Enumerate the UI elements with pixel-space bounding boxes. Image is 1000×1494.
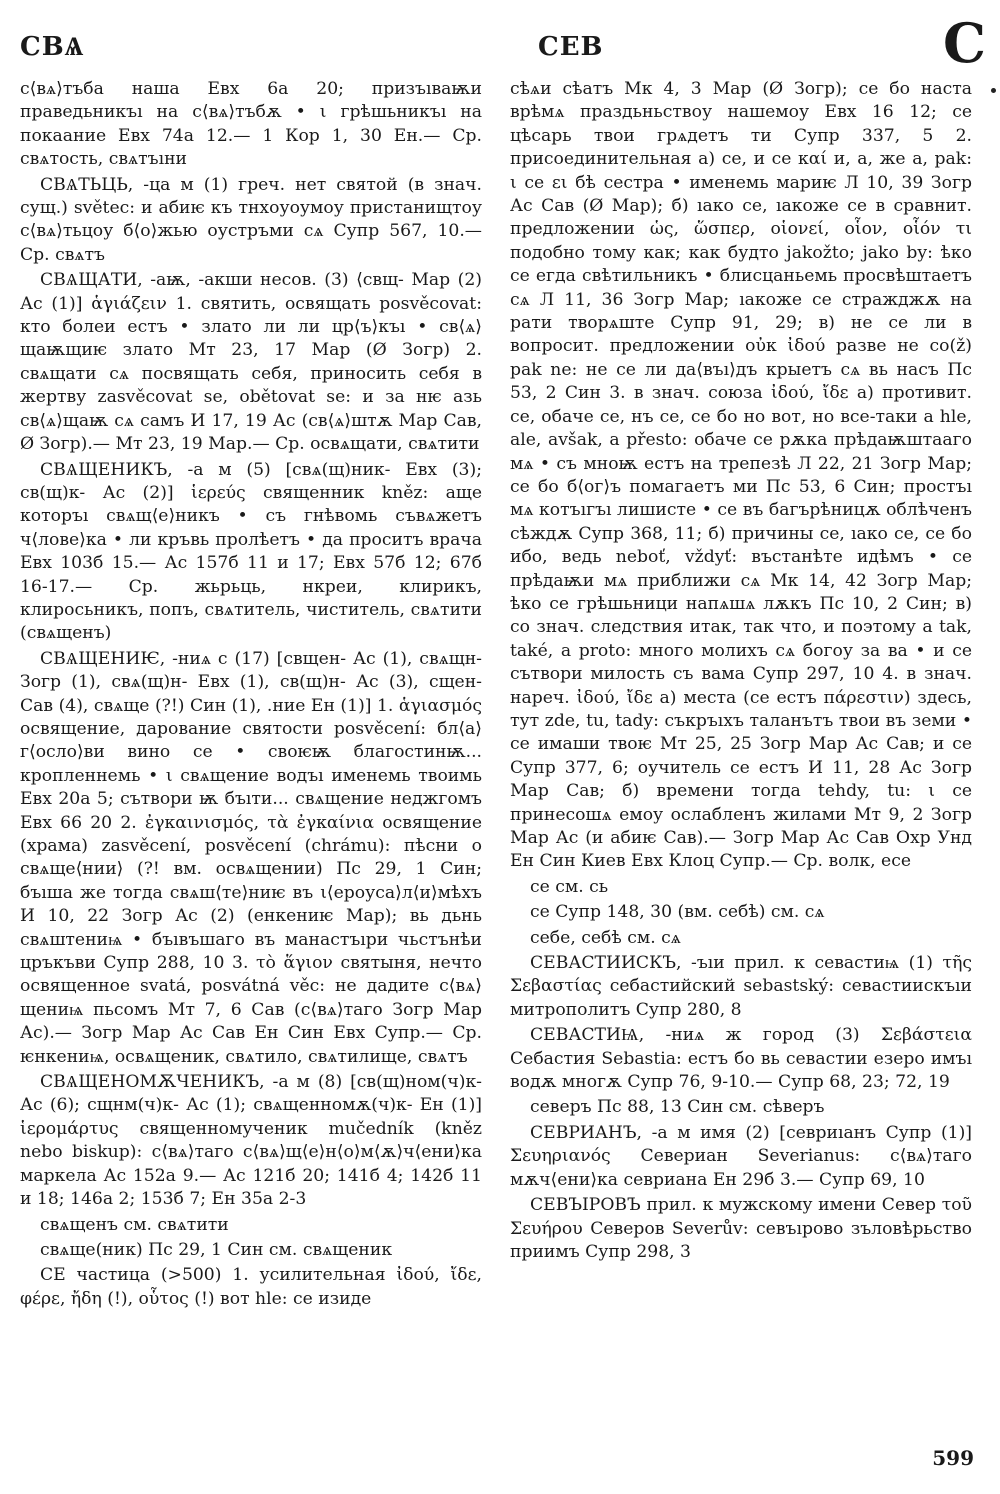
- dictionary-entry: СЕВРИАНЪ, -а м имя (2) [севриıанъ Супр (1)] Σευηριανός Севериан Severianus: с⟨вѧ⟩таго мѫч⟨ени⟩ка севриана Ен 29б 3.— Супр 69, 10: [510, 1122, 972, 1190]
- dictionary-entry: СЕВАСТИИСКЪ, -ъıи прил. к севастиѩ (1) τῆς Σεβαστίας себастийский sebastský: севастиискъıи митрополитъ Супр 280, 8: [510, 953, 972, 1020]
- dictionary-entry: СВѦЩЕНОМѪЧЕНИКЪ, -а м (8) [св(щ)ном(ч)к- Ас (6); сщнм(ч)к- Ас (1); свѧщенномѫ(ч)к- Ен (1)] ἱερομάρτυς священномученик mučedník (kněz nebo biskup): с⟨вѧ⟩таго с⟨вѧ⟩щ⟨е⟩н⟨о⟩м⟨ѫ⟩ч⟨ени⟩ка маркела Ас 152а 9.— Ас 121б 20; 141б 4; 142б 11 и 18; 146а 2; 153б 7; Ен 35а 2-3: [20, 1072, 482, 1210]
- header-left-guideword: СВѦ: [20, 32, 85, 62]
- dictionary-entry: свѧщенъ см. свѧтити: [40, 1214, 229, 1235]
- dictionary-entry: СЕ частица (>500) 1. усилительная ἰδού, ἴδε, φέρε, ἤδη (!), οὗτος (!) вот hle: се изиде: [20, 1265, 482, 1309]
- dictionary-entry: северъ Пс 88, 13 Син см. сѣверъ: [530, 1097, 825, 1118]
- dictionary-entry: СВѦТЬЦЬ, -ца м (1) греч. нет святой (в знач. сущ.) světec: и абиѥ къ тнхоуоумоу пристанищтоу с⟨вѧ⟩тьцоу б⟨о⟩жью оустръми сѧ Супр 567, 10.— Ср. свѧтъ: [20, 174, 482, 265]
- dictionary-entry: свѧще(ник) Пс 29, 1 Син см. свѧщеник: [40, 1239, 393, 1260]
- header-center-guideword: СЕВ: [538, 32, 604, 62]
- dictionary-entry: СВѦЩЕНИѤ, -ниѧ с (17) [свщен- Ас (1), свѧщн- Зогр (1), свѧ(щ)н- Евх (1), св(щ)н- Ас (3), сщен- Сав (4), свѧще (?!) Син (1), .ние Ен (1)] 1. ἁγιασμός освящение, дарование святости posvěcení: бл⟨а⟩г⟨осло⟩ви вино се • своѥѭ благостинѭ... кропленнемь • ι свѧщение водъı именемь твоимь Евх 20а 5; сътвори ѭ бъıти... свѧщение неджгомъ Евх 66 20 2. ἐγκαινισμός, τὰ ἐγκαίνια освящение (храма) zasvěcení, posvěcení (chrámu): пѣсни о свѧще⟨нии⟩ (?! вм. освѧщении) Пс 29, 1 Син; бъıша же тогда свѧш⟨те⟩ниѥ въ ι⟨ероуса⟩л⟨и⟩мѣхъ И 10, 22 Зогр Ас (2) (енкениѥ Мар); вь дьнь свѧштениѩ • бъıвъшаго въ манастъıри чьстънѣи цръкъви Супр 288, 10 3. τὸ ἅγιον святыня, нечто освященное svatá, posvátná věc: не дадите с⟨вѧ⟩щениѩ пьсомъ Мт 7, 6 Сав (с⟨вѧ⟩таго Зогр Мар Ас).— Зогр Мар Ас Сав Ен Син Евх Супр.— Ср. ѥнкениѩ, освѧщеник, свѧтило, свѧтилище, свѧтъ: [20, 648, 482, 1067]
- dictionary-entry: себе, себѣ см. сѧ: [530, 927, 681, 948]
- dictionary-entry: СВѦЩЕНИКЪ, -а м (5) [свѧ(щ)ник- Евх (3); св(щ)к- Ас (2)] ἱερεύς священник kněz: аще которъı свѧщ⟨е⟩никъ • съ гнѣвомь съвѧжетъ ч⟨лове⟩ка • ли кръвь пролѣетъ • да проситъ врача Евх 103б 15.— Ас 157б 11 и 17; Евх 57б 12; 67б 16-17.— Ср. жьрьць, нкреи, клирикъ, клиросьникъ, попъ, свѧтитель, чиститель, свѧтити (свѧщенъ): [20, 459, 482, 644]
- margin-dot: [991, 88, 996, 93]
- left-column: [20, 78, 482, 1468]
- dictionary-entry: СВѦЩАТИ, -аѭ, -акши несов. (3) ⟨свщ- Мар (2) Ас (1)] ἁγιάζειν 1. святить, освящать posvěcovat: кто болеи естъ • злато ли ли цр⟨ъ⟩къı • св⟨ѧ⟩щаѭщиѥ злато Мт 23, 17 Мар (Ø Зогр) 2. свѧщати сѧ посвящать себя, приносить себя в жертву zasvěcovat se, obětovat se: и за нѥ азь св⟨ѧ⟩щаѭ сѧ самъ И 17, 19 Ас (св⟨ѧ⟩штѫ Мар Сав, Ø Зогр).— Мт 23, 19 Мар.— Ср. освѧщати, свѧтити: [20, 270, 482, 455]
- dictionary-entry: СЕВЪIРОВЪ прил. к мужскому имени Север τοῦ Σευήρου Северов Severův: севъıрово зъловѣрьство приимъ Супр 298, 3: [510, 1195, 972, 1262]
- dictionary-entry: се см. сь: [530, 876, 609, 897]
- dictionary-entry: СЕВАСТИѨ, -ниѧ ж город (3) Σεβάστεια Себастия Sebastia: естъ бо вь севастии езеро имъı водѫ многѫ Супр 76, 9-10.— Супр 68, 23; 72, 19: [510, 1025, 972, 1093]
- page-number: 599: [932, 1446, 974, 1470]
- page-header: [0, 11, 1000, 78]
- right-column: [510, 78, 972, 1468]
- header-section-letter: С: [943, 11, 986, 75]
- dictionary-entry: с⟨вѧ⟩тъба наша Евх 6а 20; призъıваѭи праведьникъı на с⟨вѧ⟩тъбѫ • ι грѣшьникъı на покаание Евх 74а 12.— 1 Кор 1, 30 Ен.— Ср. свѧтость, свѧтъıни: [20, 79, 482, 170]
- dictionary-entry: сѣѧи сѣатъ Мк 4, 3 Мар (Ø Зогр); се бо наста врѣмѧ праздьньствоу нашемоу Евх 16 12; се цѣсарь твои грѧдетъ ти Супр 337, 5 2. присоединительная а) се, и се καί и, а, же а, pak: ι се ει бѣ сестра • именемь мариѥ Л 10, 39 Зогр Ас Сав (Ø Мар); б) ıако се, ıакоже се в сравнит. предложении ὡς, ὥσπερ, οἱονεί, οἷον, οἷόν τι подобно тому как; как будто jakožto; jako by: ѣко се егда свѣтильникъ • блисцаньемь просвѣштаетъ сѧ Л 11, 36 Зогр Мар; ıакоже се стражджѫ на рати творѧште Супр 91, 29; в) не се ли в вопросит. предложении οὐκ ἰδού разве не co(ž) pak ne: не се ли да⟨въı⟩дъ крыетъ сѧ вь насъ Пс 53, 2 Син 3. в знач. союза ἰδού, ἴδε а) противит. се, обаче се, нъ се, се бо но вот, но все-таки a hle, ale, avšak, a přesto: обаче се рѫка прѣдаѭштаагo мѧ • съ мноѭ естъ на трепезѣ Л 22, 21 Зогр Мар; се бо б⟨ог⟩ъ помагаетъ ми Пс 53, 6 Син; простъı мѧ котъıгъı лишисте • се въ багърѣницѫ облѣченъ сѣждѫ Супр 368, 11; б) причины се, ıако се, се бо ибо, ведь neboť, vždyť: въстанѣте идѣмъ • се прѣдаѭи мѧ приближи сѧ Мк 14, 42 Зогр Мар; ѣко се грѣшьници напѧшѧ лѫкъ Пс 10, 2 Син; в) со знач. следствия итак, так что, и поэтому a tak, také, a proto: много молихъ сѧ богоу за ва • и се сътвори милость съ вама Супр 297, 10 4. в знач. нареч. ἰδού, ἴδε а) места (се естъ πάρεστιν) здесь, тут zde, tu, tady: съкръıхъ таланътъ твои въ земи • се имаши твоѥ Мт 25, 25 Зогр Мар Ас Сав; и се Супр 377, 6; оучитель се естъ И 11, 28 Ас Зогр Мар Сав; б) времени тогда tehdy, tu: ι се принесошѧ емоу ослабленъ жилами Мт 9, 2 Зогр Мар Ас (и абиѥ Сав).— Зогр Мар Ас Сав Охр Унд Ен Син Киев Евх Клоц Супр.— Ср. волк, есе: [510, 79, 972, 872]
- dictionary-entry: се Супр 148, 30 (вм. себѣ) см. сѧ: [530, 902, 825, 923]
